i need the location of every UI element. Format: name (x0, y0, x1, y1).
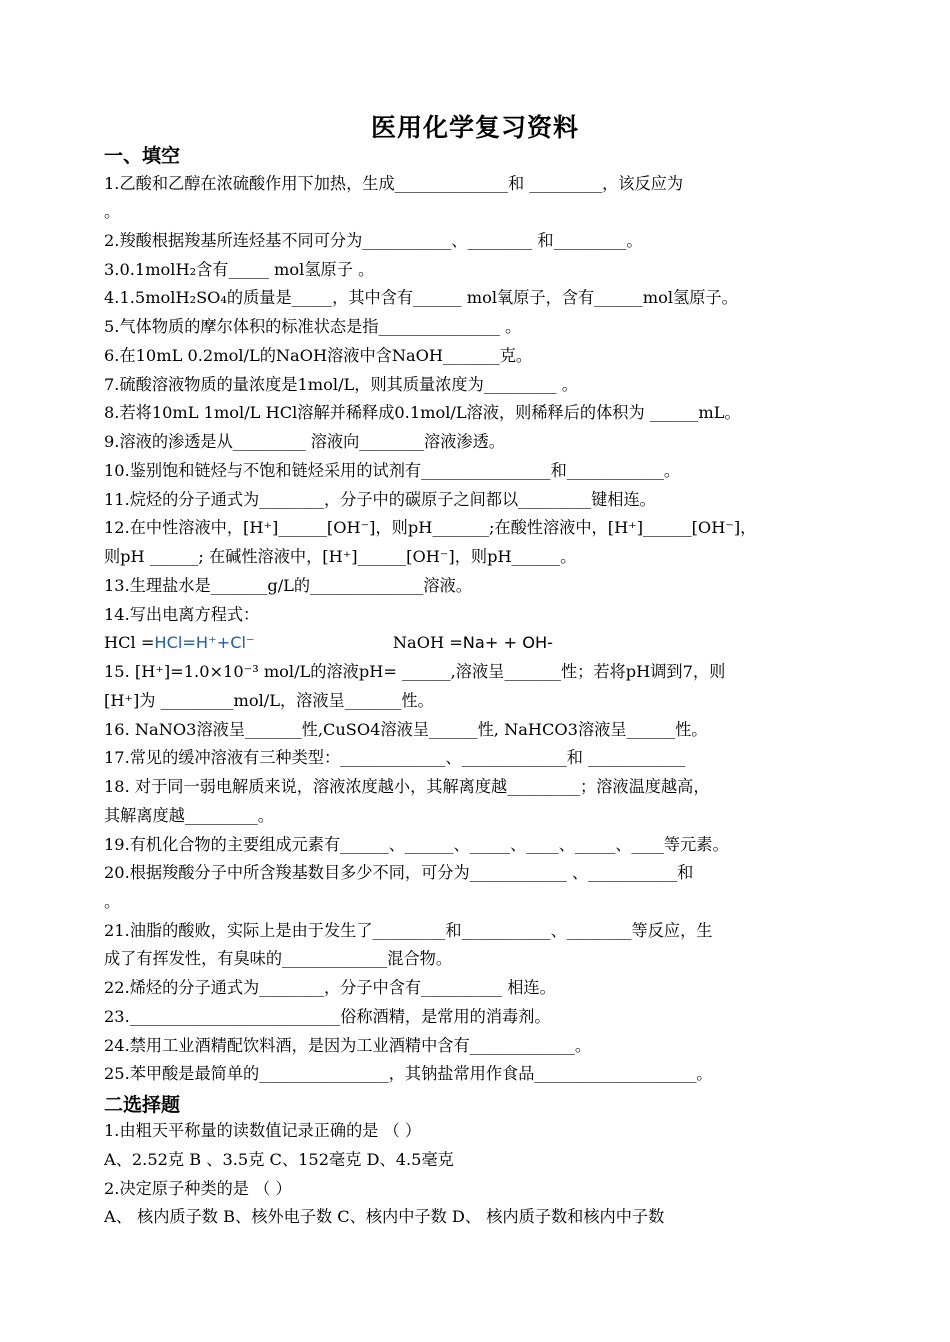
question-line: 13.生理盐水是_______g/L的______________溶液。 (104, 576, 472, 595)
section-heading-choice: 二选择题 (104, 1094, 181, 1116)
question-line: 14.写出电离方程式： (104, 605, 260, 624)
naoh-prefix: NaOH = (392, 633, 463, 652)
question-line: 17.常见的缓冲溶液有三种类型：_____________、_____________和 ____________ (104, 748, 686, 767)
question-line: 18. 对于同一弱电解质来说，溶液浓度越小，其解离度越_________；溶液温度越高， (104, 777, 710, 796)
equation-line (104, 629, 849, 657)
question-line: 3.0.1molH₂含有_____ mol氢原子 。 (104, 260, 375, 279)
naoh-answer: Na+ + OH- (462, 633, 553, 652)
hcl-prefix: HCl = (104, 633, 155, 652)
question-line: 其解离度越_________。 (104, 806, 274, 825)
question-line: 22.烯烃的分子通式为________，分子中含有__________ 相连。 (104, 978, 556, 997)
hcl-answer: HCl=H⁺+Cl⁻ (154, 633, 255, 652)
question-line: 23.__________________________俗称酒精，是常用的消毒剂。 (104, 1007, 551, 1026)
question-line: 6.在10mL 0.2mol/L的NaOH溶液中含NaOH_______克。 (104, 346, 533, 365)
choice-line: A、2.52克 B 、3.5克 C、152毫克 D、4.5毫克 (104, 1150, 454, 1169)
question-line: 16. NaNO3溶液呈_______性,CuSO4溶液呈______性, NaHCO3溶液呈______性。 (104, 720, 708, 739)
document-title: 医用化学复习资料 (370, 113, 579, 142)
question-line: 1.乙酸和乙醇在浓硫酸作用下加热，生成______________和 _________，该反应为 (104, 174, 684, 193)
question-line: 9.溶液的渗透是从_________ 溶液向________溶液渗透。 (104, 432, 505, 451)
question-line: 19.有机化合物的主要组成元素有______、______、_____、____、_____、____等元素。 (104, 835, 729, 854)
choice-line: A、 核内质子数 B、核外电子数 C、核内中子数 D、 核内质子数和核内中子数 (104, 1207, 665, 1226)
question-line: 。 (104, 892, 121, 911)
choice-line: 2.决定原子种类的是 （ ） (104, 1179, 292, 1198)
question-line: 12.在中性溶液中，[H⁺]______[OH⁻]，则pH_______;在酸性溶液中，[H⁺]______[OH⁻]， (104, 518, 757, 537)
question-line: 20.根据羧酸分子中所含羧基数目多少不同，可分为____________ 、___________和 (104, 863, 694, 882)
question-line: 8.若将10mL 1mol/L HCl溶解并稀释成0.1mol/L溶液，则稀释后的体积为 ______mL。 (104, 403, 741, 422)
question-line: [H⁺]为 _________mol/L，溶液呈_______性。 (104, 691, 434, 710)
question-line: 24.禁用工业酒精配饮料酒，是因为工业酒精中含有_____________。 (104, 1036, 592, 1055)
question-line: 15. [H⁺]=1.0×10⁻³ mol/L的溶液pH= ______,溶液呈_______性；若将pH调到7，则 (104, 662, 726, 681)
question-line: 。 (104, 202, 121, 221)
question-line: 2.羧酸根据羧基所连烃基不同可分为___________、________ 和_________。 (104, 231, 643, 250)
question-line: 25.苯甲酸是最简单的________________，其钠盐常用作食品____________________。 (104, 1064, 713, 1083)
section-heading-fill-blank: 一、填空 (104, 145, 181, 167)
choice-line: 1.由粗天平称量的读数值记录正确的是 （ ） (104, 1121, 422, 1140)
question-line: 10.鉴别饱和链烃与不饱和链烃采用的试剂有________________和____________。 (104, 461, 681, 480)
question-line: 7.硫酸溶液物质的量浓度是1mol/L，则其质量浓度为_________ 。 (104, 375, 578, 394)
question-line: 成了有挥发性，有臭味的_____________混合物。 (104, 949, 453, 968)
question-line: 4.1.5molH₂SO₄的质量是_____，其中含有______ mol氧原子，含有______mol氢原子。 (104, 288, 738, 307)
question-line: 21.油脂的酸败，实际上是由于发生了_________和___________、________等反应，生 (104, 921, 713, 940)
question-line: 5.气体物质的摩尔体积的标准状态是指_______________ 。 (104, 317, 522, 336)
question-line: 11.烷烃的分子通式为________，分子中的碳原子之间都以_________键相连。 (104, 490, 656, 509)
question-line: 则pH ______; 在碱性溶液中，[H⁺]______[OH⁻]，则pH______。 (104, 547, 577, 566)
